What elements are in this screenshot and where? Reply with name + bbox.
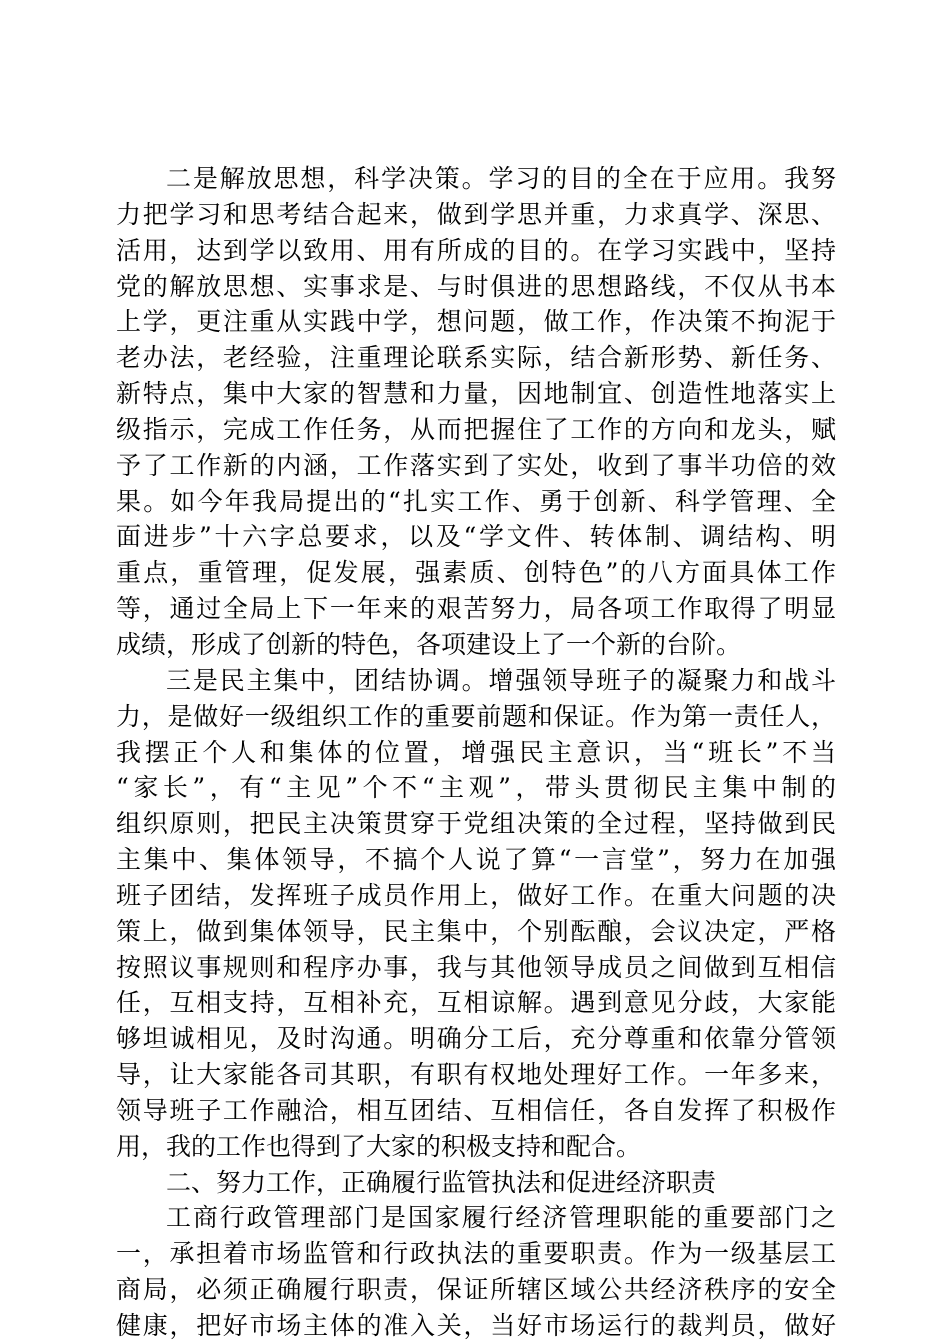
paragraph-line: 力把学习和思考结合起来，做到学思并重，力求真学、深思、: [116, 199, 836, 229]
paragraph-line: 三是民主集中，团结协调。增强领导班子的凝聚力和战斗: [166, 665, 836, 695]
paragraph-line: 商局，必须正确履行职责，保证所辖区域公共经济秩序的安全: [116, 1275, 836, 1305]
paragraph-line: 重点，重管理，促发展，强素质、创特色”的八方面具体工作: [116, 558, 836, 588]
paragraph-line: 二是解放思想，科学决策。学习的目的全在于应用。我努: [166, 164, 836, 193]
paragraph-line: “家长”，有“主见”个不“主观”，带头贯彻民主集中制的: [116, 773, 836, 803]
paragraph-line: 老办法，老经验，注重理论联系实际，结合新形势、新任务、: [116, 343, 836, 373]
paragraph-line: 领导班子工作融洽，相互团结、互相信任，各自发挥了积极作: [116, 1095, 836, 1125]
paragraph-line: 组织原则，把民主决策贯穿于党组决策的全过程，坚持做到民: [116, 809, 836, 839]
paragraph-line: 新特点，集中大家的智慧和力量，因地制宜、创造性地落实上: [116, 379, 836, 409]
paragraph-line: 用，我的工作也得到了大家的积极支持和配合。: [116, 1131, 642, 1161]
paragraph-line: 够坦诚相见，及时沟通。明确分工后，充分尊重和依靠分管领: [116, 1024, 836, 1054]
paragraph-line: 面进步”十六字总要求，以及“学文件、转体制、调结构、明: [116, 522, 836, 552]
paragraph-line: 活用，达到学以致用、用有所成的目的。在学习实践中，坚持: [116, 235, 836, 265]
paragraph-line: 主集中、集体领导，不搞个人说了算“一言堂”，努力在加强: [116, 845, 836, 875]
paragraph-line: 班子团结，发挥班子成员作用上，做好工作。在重大问题的决: [116, 880, 836, 910]
paragraph-line: 按照议事规则和程序办事，我与其他领导成员之间做到互相信: [116, 952, 836, 982]
paragraph-line: 级指示，完成工作任务，从而把握住了工作的方向和龙头，赋: [116, 414, 836, 444]
paragraph-line: 工商行政管理部门是国家履行经济管理职能的重要部门之: [166, 1203, 836, 1233]
paragraph-line: 力，是做好一级组织工作的重要前题和保证。作为第一责任人，: [116, 701, 836, 731]
paragraph-line: 上学，更注重从实践中学，想问题，做工作，作决策不拘泥于: [116, 307, 836, 337]
paragraph-line: 我摆正个人和集体的位置，增强民主意识，当“班长”不当: [116, 737, 836, 767]
paragraph-line: 成绩，形成了创新的特色，各项建设上了一个新的台阶。: [116, 629, 742, 659]
paragraph-line: 任，互相支持，互相补充，互相谅解。遇到意见分歧，大家能: [116, 988, 836, 1018]
paragraph-line: 等，通过全局上下一年来的艰苦努力，局各项工作取得了明显: [116, 594, 836, 624]
paragraph-line: 果。如今年我局提出的“扎实工作、勇于创新、科学管理、全: [116, 486, 836, 516]
paragraph-line: 策上，做到集体领导，民主集中，个别酝酿，会议决定，严格: [116, 916, 836, 946]
paragraph-line: 予了工作新的内涵，工作落实到了实处，收到了事半功倍的效: [116, 450, 836, 480]
paragraph-line: 党的解放思想、实事求是、与时俱进的思想路线，不仅从书本: [116, 271, 836, 301]
paragraph-line: 导，让大家能各司其职，有职有权地处理好工作。一年多来，: [116, 1060, 836, 1090]
document-body: [116, 161, 836, 1344]
paragraph-line: 健康，把好市场主体的准入关，当好市场运行的裁判员，做好: [116, 1311, 836, 1340]
section-heading: 二、努力工作，正确履行监管执法和促进经济职责: [166, 1167, 717, 1197]
paragraph-line: 一，承担着市场监管和行政执法的重要职责。作为一级基层工: [116, 1239, 836, 1269]
